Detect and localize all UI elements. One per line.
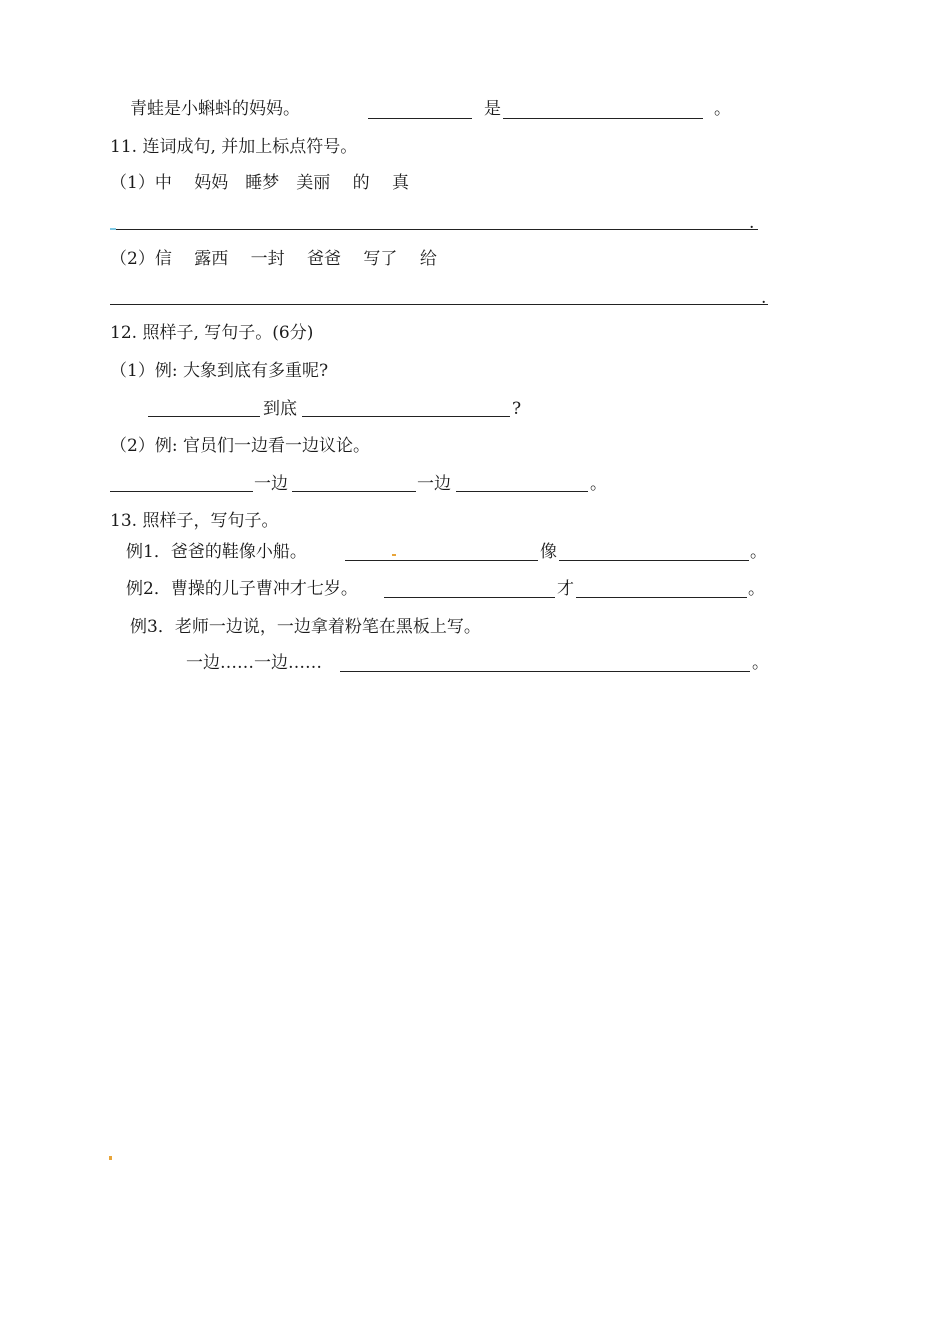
q13-ex3-end: 。 [752, 653, 769, 673]
q11-item2-answer-line[interactable] [110, 304, 768, 305]
q13-ex1-blank-1[interactable] [345, 560, 538, 561]
cursor-mark [110, 228, 116, 230]
q12-item1: （1）例: 大象到底有多重呢? [110, 361, 329, 381]
q12-item2-blank-2[interactable] [292, 491, 416, 492]
q13-ex3-blank[interactable] [340, 671, 750, 672]
q10-line [130, 98, 300, 120]
q10-blank-2[interactable] [503, 118, 703, 119]
q11-item2: （2）信 露西 一封 爸爸 写了 给 [110, 249, 437, 269]
q13-ex2-blank-2[interactable] [576, 597, 747, 598]
q11-item1-end: . [749, 213, 755, 233]
q11-item1: （1）中 妈妈 睡梦 美丽 的 真 [110, 173, 410, 193]
q13-ex3-pattern: 一边……一边…… [186, 653, 322, 673]
q12-title: 12. 照样子, 写句子。(6分) [110, 323, 314, 343]
q13-ex2-end: 。 [748, 579, 765, 599]
q12-item2-blank-3[interactable] [456, 491, 588, 492]
q13-ex1-connector: 像 [540, 542, 557, 562]
q12-item2-connector-a: 一边 [254, 474, 288, 494]
q12-item1-connector: 到底 [263, 399, 297, 419]
stray-mark [109, 1156, 112, 1160]
q13-ex1: 例1．爸爸的鞋像小船。 [126, 542, 307, 562]
q10-blank-1[interactable] [368, 118, 472, 119]
q12-item1-end: ? [512, 399, 522, 419]
highlight-mark [392, 554, 396, 556]
q12-item1-blank-1[interactable] [148, 416, 260, 417]
q10-connector: 是 [484, 99, 501, 119]
q12-item1-blank-2[interactable] [302, 416, 510, 417]
q10-example: 青蛙是小蝌蚪的妈妈。 [130, 99, 300, 119]
q11-title: 11. 连词成句, 并加上标点符号。 [110, 137, 358, 157]
q12-item2: （2）例: 官员们一边看一边议论。 [110, 436, 370, 456]
q10-end: 。 [714, 99, 731, 119]
q13-ex3: 例3．老师一边说，一边拿着粉笔在黑板上写。 [130, 617, 481, 637]
q11-item2-end: . [761, 288, 767, 308]
q11-item1-answer-line[interactable] [110, 229, 758, 230]
q13-ex2-blank-1[interactable] [384, 597, 555, 598]
q12-item2-blank-1[interactable] [110, 491, 253, 492]
q12-item2-end: 。 [590, 474, 607, 494]
q13-ex2: 例2．曹操的儿子曹冲才七岁。 [126, 579, 358, 599]
q12-item2-connector-b: 一边 [417, 474, 451, 494]
q13-ex1-blank-2[interactable] [559, 560, 749, 561]
q13-ex1-end: 。 [750, 542, 767, 562]
q13-title: 13. 照样子，写句子。 [110, 511, 279, 531]
q13-ex2-connector: 才 [557, 579, 574, 599]
